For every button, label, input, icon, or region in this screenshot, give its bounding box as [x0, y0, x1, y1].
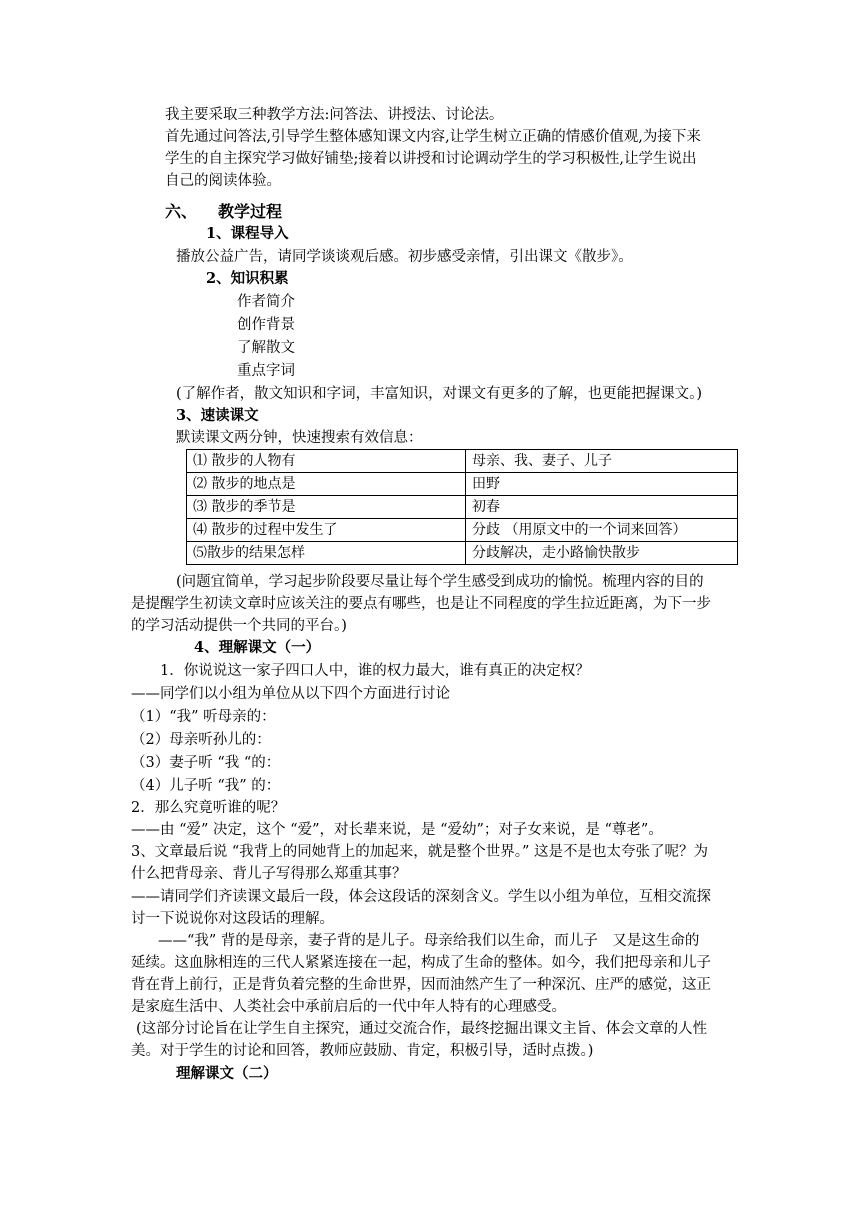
heading-course-intro: 1、课程导入 — [206, 225, 289, 242]
question-1-sub: ——同学们以小组为单位从以下四个方面进行讨论 — [131, 686, 450, 702]
question-2-answer: ——由 “爱” 决定，这个 “爱”，对长辈来说，是 “爱幼”；对子女来说，是 “尊老”。 — [131, 822, 663, 838]
table-cell-question: ⑵ 散步的地点是 — [187, 473, 466, 496]
question-3-note-line: (这部分讨论旨在让学生自主探究，通过交流合作，最终挖掘出课文主旨、体会文章的人性 — [136, 1021, 708, 1037]
question-3-note-line: 美。对于学生的讨论和回答，教师应鼓励、肯定，积极引导，适时点拨。) — [131, 1043, 594, 1059]
question-3-answer-line: ——“我” 背的是母亲，妻子背的是儿子。母亲给我们以生命，而儿子 又是这生命的 — [158, 933, 700, 949]
table-cell-question: ⑷ 散步的过程中发生了 — [187, 519, 466, 542]
speed-read-text: 默读课文两分钟，快速搜索有效信息： — [176, 430, 423, 446]
question-1-item: （1）“我” 听母亲的： — [131, 709, 276, 725]
question-3-answer-line: 背在背上前行，正是背负着完整的生命世界，因而油然产生了一种深沉、庄严的感觉，这正 — [131, 977, 711, 993]
question-3-sub-line: ——请同学们齐读课文最后一段，体会这段话的深刻含义。学生以小组为单位，互相交流探 — [131, 889, 711, 905]
speed-read-note-line: (问题宜简单，学习起步阶段要尽量让每个学生感受到成功的愉悦。梳理内容的目的 — [176, 574, 704, 590]
heading-speed-read: 3、速读课文 — [176, 407, 259, 424]
course-intro-text: 播放公益广告，请同学谈谈观后感。初步感受亲情，引出课文《散步》。 — [176, 249, 633, 265]
table-row — [187, 450, 738, 473]
question-3-sub-line: 讨一下说说你对这段话的理解。 — [131, 911, 334, 927]
table-cell-answer: 分歧 （用原文中的一个词来回答） — [466, 519, 738, 542]
methods-para-line: 自己的阅读体验。 — [165, 173, 281, 189]
table-cell-question: ⑸散步的结果怎样 — [187, 542, 466, 565]
table-cell-answer: 母亲、我、妻子、儿子 — [466, 450, 738, 473]
knowledge-note: (了解作者，散文知识和字词，丰富知识，对课文有更多的了解，也更能把握课文。) — [176, 386, 703, 402]
knowledge-item: 作者简介 — [237, 294, 295, 310]
heading-understand-1: 4、理解课文（一） — [194, 639, 321, 656]
knowledge-item: 创作背景 — [237, 317, 295, 333]
question-3-line: 什么把背母亲、背儿子写得那么郑重其事？ — [131, 866, 407, 882]
table-cell-question: ⑶ 散步的季节是 — [187, 496, 466, 519]
table-cell-answer: 分歧解决，走小路愉快散步 — [466, 542, 738, 565]
table-cell-answer: 田野 — [466, 473, 738, 496]
question-1-item: （2）母亲听孙儿的： — [131, 732, 271, 748]
info-table — [186, 449, 738, 565]
table-row — [187, 473, 738, 496]
table-row — [187, 496, 738, 519]
speed-read-note-line: 的学习活动提供一个共同的平台。) — [131, 618, 347, 634]
heading-knowledge: 2、知识积累 — [206, 270, 289, 287]
question-3-answer-line: 延续。这血脉相连的三代人紧紧连接在一起，构成了生命的整体。如今，我们把母亲和儿子 — [131, 955, 711, 971]
heading-understand-2: 理解课文（二） — [176, 1065, 278, 1082]
question-3-line: 3、文章最后说 “我背上的同她背上的加起来，就是整个世界。” 这是不是也太夸张了呢？为 — [131, 844, 709, 860]
question-1-item: （3）妻子听 “我 “的： — [131, 755, 281, 771]
knowledge-item: 了解散文 — [237, 340, 295, 356]
table-cell-question: ⑴ 散步的人物有 — [187, 450, 466, 473]
question-1-item: （4）儿子听 “我” 的： — [131, 778, 281, 794]
methods-para-line: 首先通过问答法,引导学生整体感知课文内容,让学生树立正确的情感价值观,为接下来 — [165, 129, 701, 145]
methods-intro: 我主要采取三种教学方法:问答法、讲授法、讨论法。 — [165, 107, 504, 123]
table-row — [187, 519, 738, 542]
section-6-title: 教学过程 — [218, 202, 283, 221]
methods-para-line: 学生的自主探究学习做好铺垫;接着以讲授和讨论调动学生的学习积极性,让学生说出 — [165, 151, 697, 167]
speed-read-note-line: 是提醒学生初读文章时应该关注的要点有哪些，也是让不同程度的学生拉近距离，为下一步 — [131, 596, 711, 612]
table-cell-answer: 初春 — [466, 496, 738, 519]
question-3-answer-line: 是家庭生活中、人类社会中承前启后的一代中年人特有的心理感受。 — [131, 999, 566, 1015]
question-1: 1．你说说这一家子四口人中，谁的权力最大，谁有真正的决定权？ — [160, 663, 590, 679]
section-6-number: 六、 — [165, 202, 198, 221]
question-2: 2．那么究竟听谁的呢？ — [131, 800, 286, 816]
knowledge-item: 重点字词 — [237, 363, 295, 379]
table-row — [187, 542, 738, 565]
